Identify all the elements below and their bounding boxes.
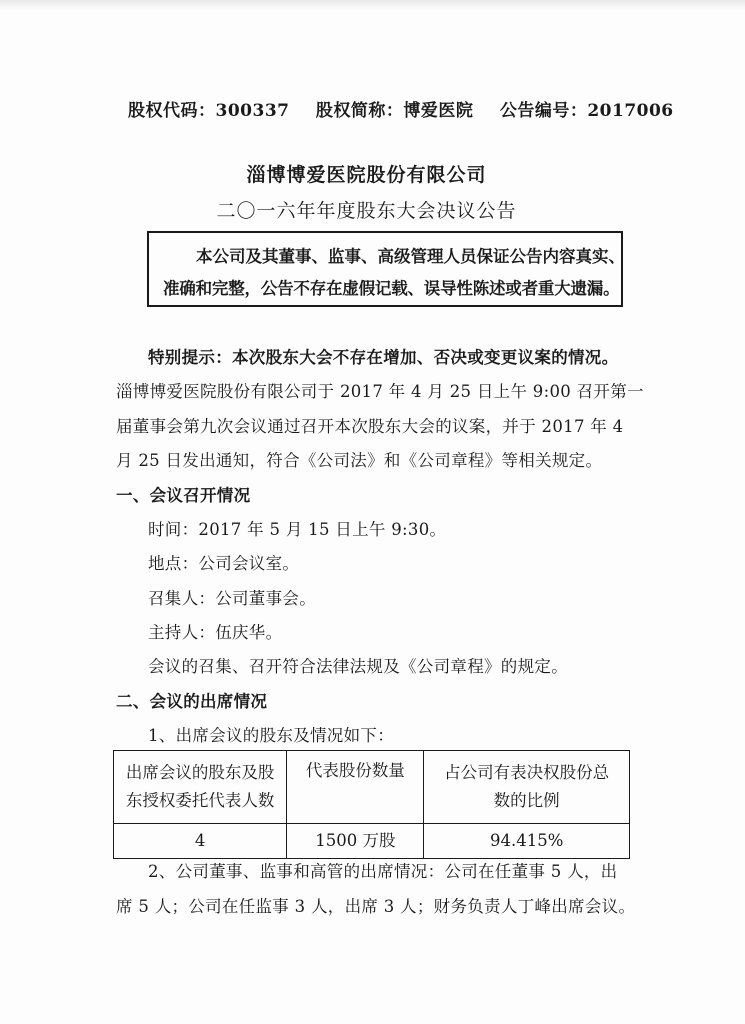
header-ratio: 占公司有表决权股份总 数的比例 [424,751,630,824]
attendance-item-1: 1、出席会议的股东及情况如下： [148,726,394,745]
header-shares: 代表股份数量 [287,751,424,824]
meeting-time: 时间：2017 年 5 月 15 日上午 9:30。 [148,520,447,539]
stock-abbreviation: 股权简称：博爱医院 [315,101,474,121]
meeting-convener: 召集人：公司董事会。 [148,589,316,608]
announcement-header [128,96,694,121]
intro-line-1: 淄博博爱医院股份有限公司于 2017 年 4 月 25 日上午 9:00 召开第一 [116,382,644,401]
announcement-title: 二〇一六年年度股东大会决议公告 [216,200,517,222]
cell-ratio: 94.415% [424,824,630,859]
meeting-place: 地点：公司会议室。 [148,554,300,573]
intro-line-2: 届董事会第九次会议通过召开本次股东大会的议案，并于 2017 年 4 [116,417,624,436]
compliance-statement: 会议的召集、召开符合法律法规及《公司章程》的规定。 [148,657,568,676]
attendance-table [113,750,630,859]
attendance-item-2-line-2: 席 5 人；公司在任监事 3 人，出席 3 人；财务负责人丁峰出席会议。 [116,897,636,916]
special-tip: 特别提示：本次股东大会不存在增加、否决或变更议案的情况。 [148,348,619,367]
cell-shares: 1500 万股 [287,824,424,859]
attendance-item-2-line-1: 2、公司董事、监事和高管的出席情况：公司在任董事 5 人，出 [148,862,618,881]
intro-line-3: 月 25 日发出通知，符合《公司法》和《公司章程》等相关规定。 [116,451,603,470]
scan-edge-shadow [0,0,745,10]
header-shareholder-count: 出席会议的股东及股 东授权委托代表人数 [114,751,287,824]
section-1-heading: 一、会议召开情况 [116,486,251,505]
section-2-heading: 二、会议的出席情况 [116,692,268,711]
table-header-row [114,751,630,824]
disclaimer-box [147,231,623,307]
announcement-number: 公告编号：2017006 [499,101,674,121]
table-row [114,824,630,859]
stock-code: 股权代码：300337 [128,101,290,121]
company-title: 淄博博爱医院股份有限公司 [246,164,487,186]
disclaimer-line-2: 准确和完整，公告不存在虚假记载、误导性陈述或者重大遗漏。 [163,279,620,298]
meeting-host: 主持人：伍庆华。 [148,623,283,642]
cell-shareholder-count: 4 [114,824,287,859]
disclaimer-line-1: 本公司及其董事、监事、高级管理人员保证公告内容真实、 [196,247,625,266]
